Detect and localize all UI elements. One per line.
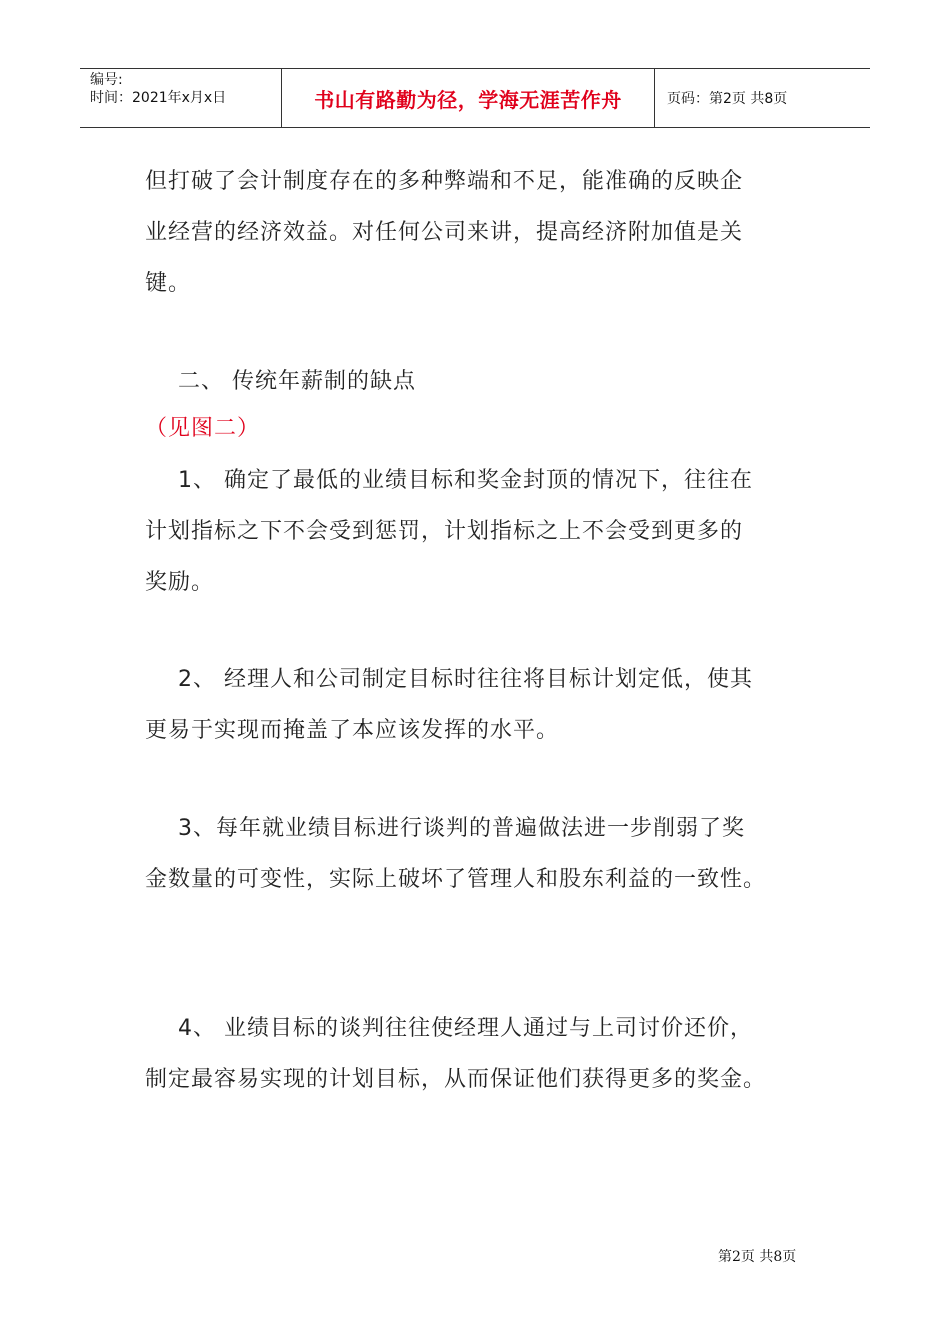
section-heading-text: 二、 传统年薪制的缺点 — [178, 369, 416, 394]
header-page-number: 页码：第2页 共8页 — [667, 91, 788, 107]
document-time-label: 时间：2021年x月x日 — [90, 90, 227, 106]
paragraph-line: 奖励。 — [145, 570, 215, 595]
paragraph-line: 4、 业绩目标的谈判往往使经理人通过与上司讨价还价， — [178, 1016, 753, 1041]
header-page-cell — [655, 69, 870, 127]
intro-paragraph — [145, 156, 815, 309]
figure-reference-text: （见图二） — [145, 416, 261, 441]
footer-page-number: 第2页 共8页 — [718, 1249, 797, 1265]
paragraph-line: 更易于实现而掩盖了本应该发挥的水平。 — [145, 718, 560, 743]
list-item-3 — [145, 803, 815, 905]
paragraph-line: 键。 — [145, 271, 192, 296]
header-meta — [80, 69, 282, 127]
page-header — [80, 68, 870, 128]
paragraph-line: 但打破了会计制度存在的多种弊端和不足，能准确的反映企 — [145, 169, 744, 194]
paragraph-line: 2、 经理人和公司制定目标时往往将目标计划定低，使其 — [178, 667, 753, 692]
section-heading — [178, 356, 848, 407]
paragraph-line: 制定最容易实现的计划目标，从而保证他们获得更多的奖金。 — [145, 1067, 767, 1092]
document-number-label: 编号: — [90, 72, 123, 88]
paragraph-line: 计划指标之下不会受到惩罚，计划指标之上不会受到更多的 — [145, 519, 744, 544]
header-motto-cell — [282, 69, 655, 127]
paragraph-line: 1、 确定了最低的业绩目标和奖金封顶的情况下，往往在 — [178, 468, 753, 493]
figure-reference — [145, 403, 815, 454]
list-item-4 — [145, 1003, 815, 1105]
paragraph-line: 金数量的可变性，实际上破坏了管理人和股东利益的一致性。 — [145, 867, 767, 892]
list-item-2 — [145, 654, 815, 756]
list-item-1 — [145, 455, 815, 608]
page-footer — [718, 1246, 796, 1266]
paragraph-line: 业经营的经济效益。对任何公司来讲，提高经济附加值是关 — [145, 220, 744, 245]
paragraph-line: 3、每年就业绩目标进行谈判的普遍做法进一步削弱了奖 — [178, 816, 745, 841]
header-motto: 书山有路勤为径，学海无涯苦作舟 — [314, 87, 622, 112]
